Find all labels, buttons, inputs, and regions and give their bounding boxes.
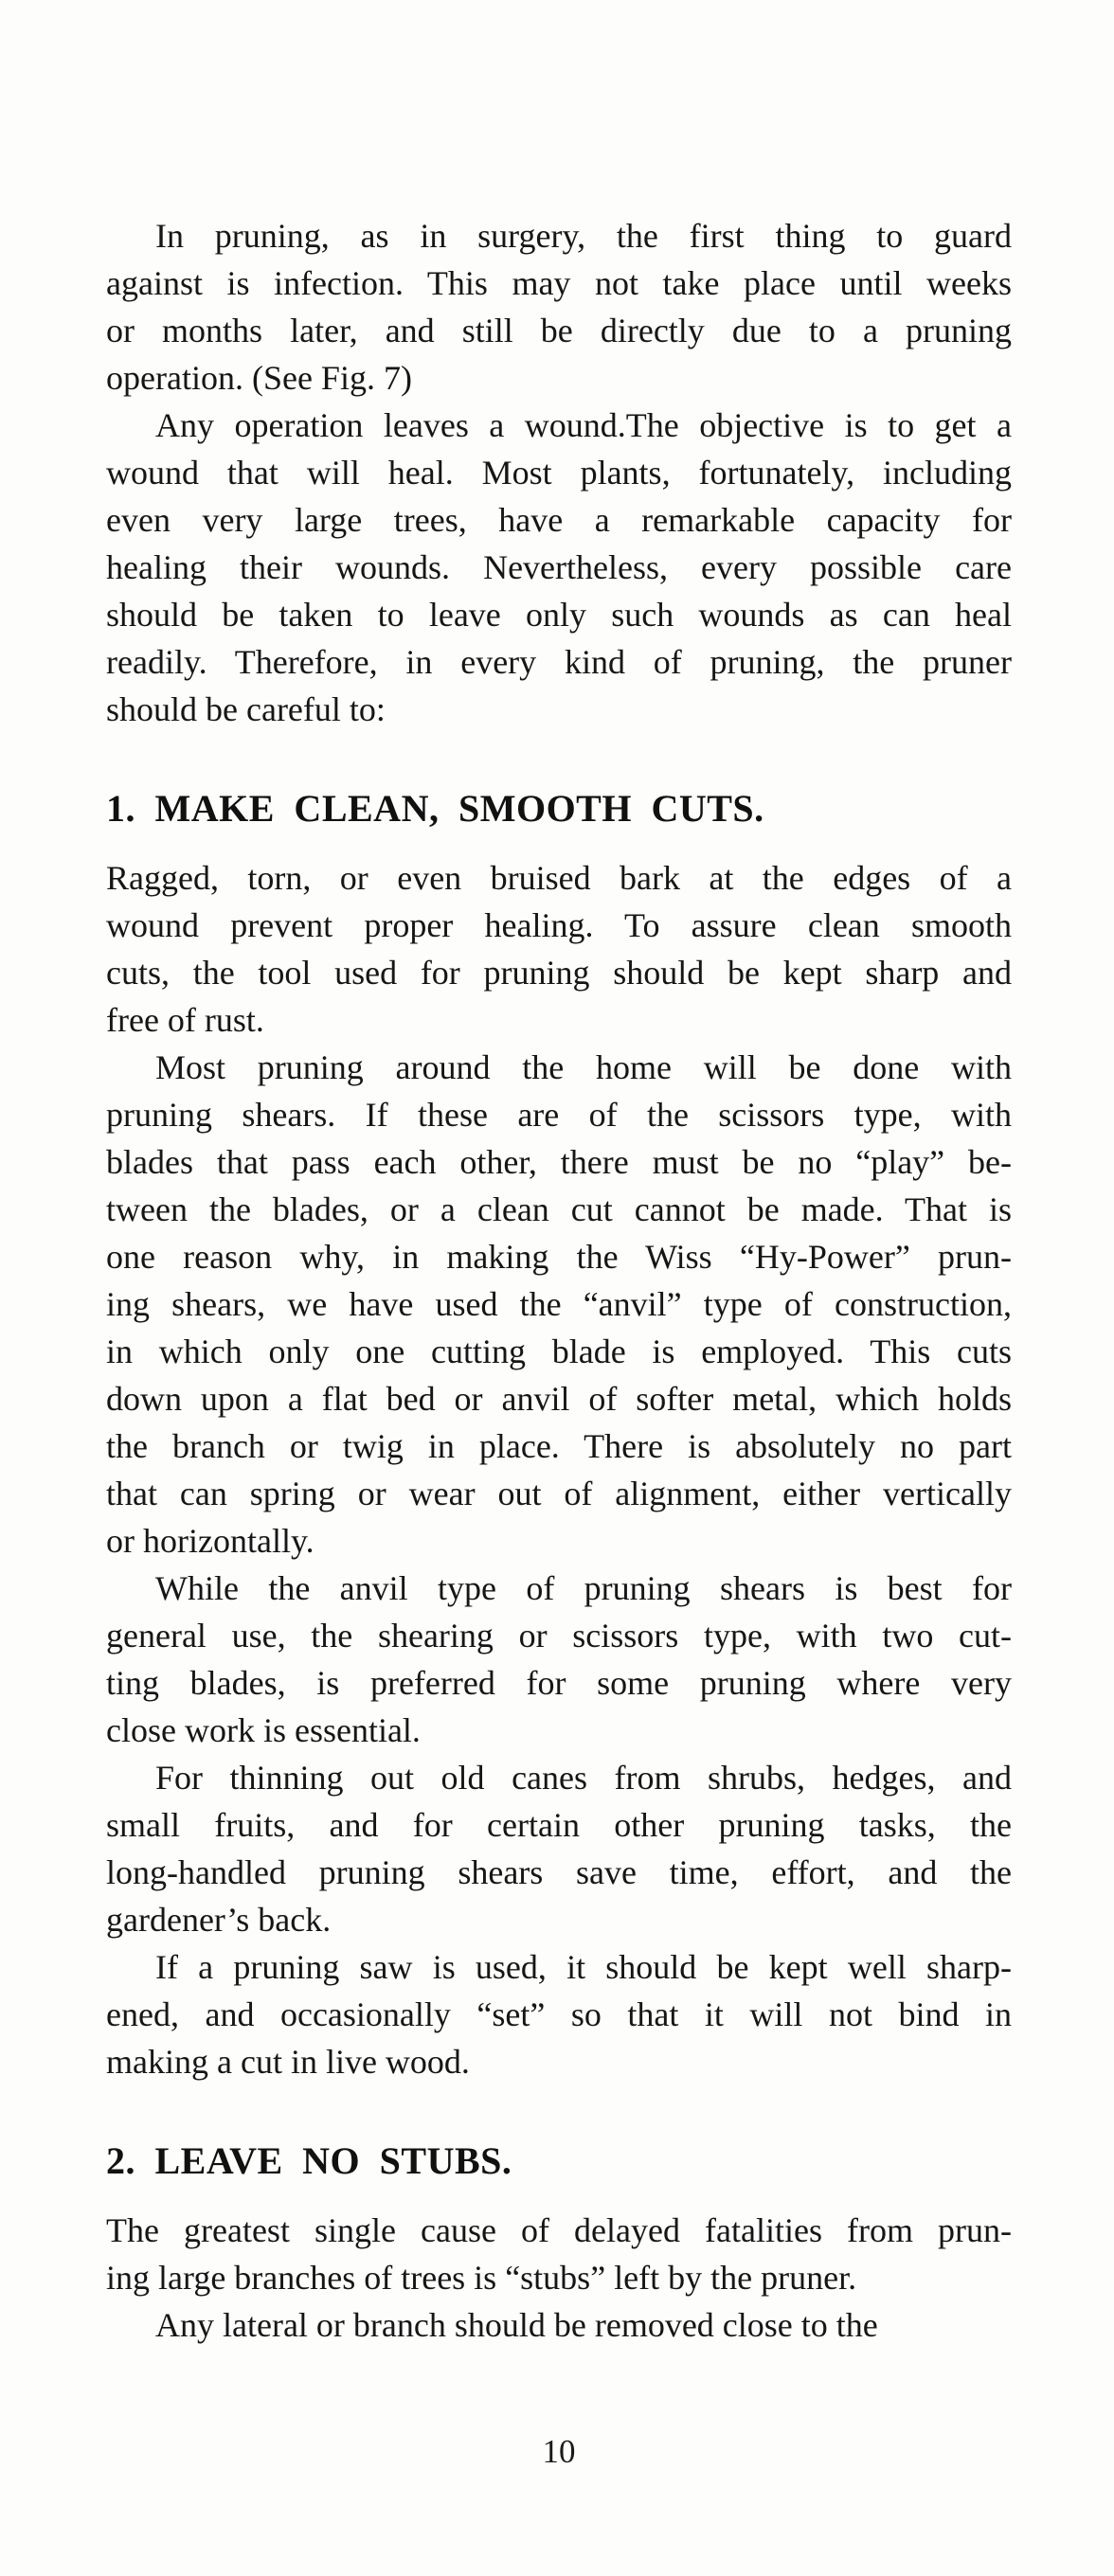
- text-line: that can spring or wear out of alignment, either vertically: [106, 1475, 1012, 1512]
- text-line: wound that will heal. Most plants, fortunately, including: [106, 454, 1012, 492]
- text-line: Any lateral or branch should be removed close to the: [155, 2306, 878, 2344]
- section-heading: 1. MAKE CLEAN, SMOOTH CUTS.: [106, 787, 764, 830]
- text-line: Ragged, torn, or even bruised bark at the edges of a: [106, 859, 1012, 897]
- text-line: readily. Therefore, in every kind of pruning, the pruner: [106, 643, 1012, 681]
- text-line: healing their wounds. Nevertheless, every possible care: [106, 548, 1012, 586]
- text-line: ing large branches of trees is “stubs” left by the pruner.: [106, 2259, 857, 2297]
- text-line: cuts, the tool used for pruning should be kept sharp and: [106, 954, 1012, 992]
- text-line: If a pruning saw is used, it should be kept well sharp-: [155, 1948, 1012, 1986]
- text-line: should be careful to:: [106, 690, 386, 728]
- text-line: even very large trees, have a remarkable capacity for: [106, 501, 1012, 539]
- text-line: free of rust.: [106, 1001, 264, 1039]
- text-line: Most pruning around the home will be done with: [155, 1048, 1012, 1086]
- text-line: long-handled pruning shears save time, effort, and the: [106, 1853, 1012, 1891]
- text-line: The greatest single cause of delayed fatalities from prun-: [106, 2211, 1012, 2249]
- paragraph: [106, 1943, 1012, 2085]
- text-line: ened, and occasionally “set” so that it will not bind in: [106, 1995, 1012, 2033]
- text-line: ting blades, is preferred for some pruning where very: [106, 1664, 1012, 1702]
- text-line: in which only one cutting blade is employed. This cuts: [106, 1333, 1012, 1370]
- text-line: Any operation leaves a wound.The objective is to get a: [155, 406, 1012, 444]
- text-line: close work is essential.: [106, 1711, 421, 1749]
- text-line: should be taken to leave only such wounds as can heal: [106, 596, 1012, 634]
- text-line: wound prevent proper healing. To assure clean smooth: [106, 906, 1012, 944]
- paragraph: [106, 1565, 1012, 1754]
- text-line: or horizontally.: [106, 1522, 314, 1560]
- paragraph: [106, 854, 1012, 1044]
- paragraph: [106, 2207, 1012, 2301]
- text-line: tween the blades, or a clean cut cannot be made. That is: [106, 1190, 1012, 1228]
- text-line: making a cut in live wood.: [106, 2043, 470, 2081]
- text-line: pruning shears. If these are of the scissors type, with: [106, 1096, 1012, 1134]
- text-line: down upon a flat bed or anvil of softer metal, which holds: [106, 1380, 1012, 1418]
- text-line: gardener’s back.: [106, 1901, 332, 1939]
- text-flow: [106, 212, 1012, 2476]
- text-line: blades that pass each other, there must be no “play” be-: [106, 1143, 1012, 1181]
- paragraph: [106, 402, 1012, 733]
- text-line: While the anvil type of pruning shears is best for: [155, 1569, 1012, 1607]
- text-line: In pruning, as in surgery, the first thing to guard: [155, 217, 1012, 255]
- text-line: or months later, and still be directly due to a pruning: [106, 312, 1012, 349]
- text-line: For thinning out old canes from shrubs, hedges, and: [155, 1759, 1012, 1797]
- text-line: small fruits, and for certain other pruning tasks, the: [106, 1806, 1012, 1844]
- paragraph: [106, 212, 1012, 402]
- paragraph: [106, 1754, 1012, 1943]
- paragraph: [106, 2301, 1012, 2349]
- text-line: operation. (See Fig. 7): [106, 359, 412, 397]
- section-heading: 2. LEAVE NO STUBS.: [106, 2139, 512, 2182]
- page-number: 10: [542, 2433, 576, 2470]
- text-line: the branch or twig in place. There is absolutely no part: [106, 1427, 1012, 1465]
- paragraph: [106, 1044, 1012, 1565]
- text-line: one reason why, in making the Wiss “Hy-Power” prun-: [106, 1238, 1012, 1276]
- text-line: general use, the shearing or scissors type, with two cut-: [106, 1617, 1012, 1655]
- text-line: against is infection. This may not take place until weeks: [106, 264, 1012, 302]
- text-line: ing shears, we have used the “anvil” type of construction,: [106, 1285, 1012, 1323]
